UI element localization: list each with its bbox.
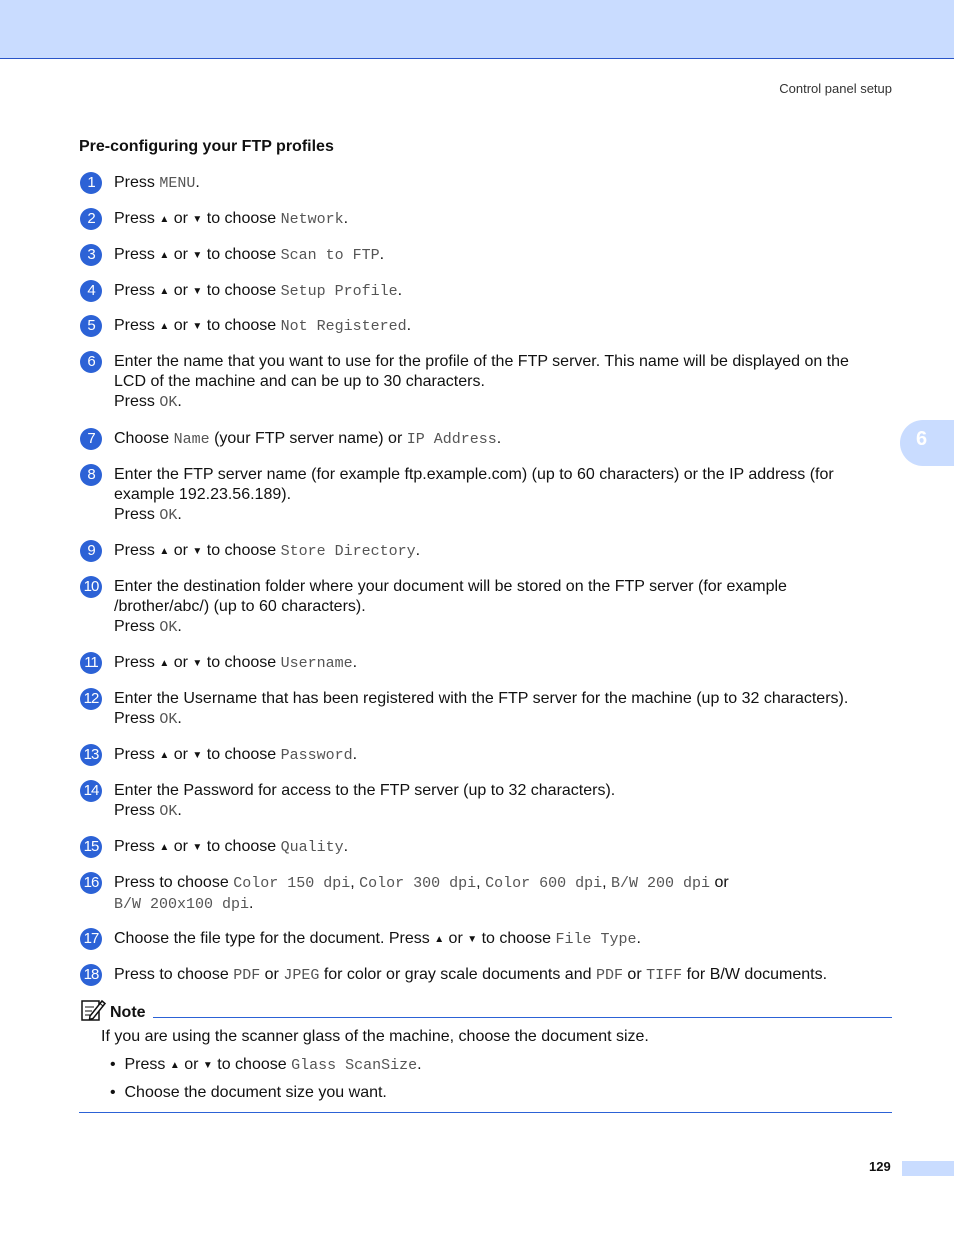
step-4 — [80, 281, 900, 303]
step-17 — [80, 929, 900, 951]
step-14 — [80, 781, 900, 822]
step-text: Press ▲ or ▼ to choose Not Registered. — [114, 317, 412, 335]
down-arrow-icon: ▼ — [192, 658, 203, 669]
step-text: Press ▲ or ▼ to choose Password. — [114, 746, 358, 764]
up-arrow-icon: ▲ — [159, 321, 170, 332]
step-9 — [80, 541, 900, 563]
down-arrow-icon: ▼ — [192, 214, 203, 225]
menu-value: MENU — [159, 175, 196, 192]
step-16 — [80, 873, 900, 915]
note-bottom-rule — [79, 1112, 892, 1113]
step-number-badge: 17 — [80, 928, 102, 950]
option-value: Scan to FTP — [280, 247, 380, 264]
up-arrow-icon: ▲ — [169, 1060, 180, 1071]
step-13 — [80, 745, 900, 767]
up-arrow-icon: ▲ — [159, 842, 170, 853]
step-text: Press to choose PDF or JPEG for color or gray scale documents and PDF or TIFF for B/W documents. — [114, 966, 828, 984]
press-ok-line: Press OK. — [114, 393, 182, 411]
step-text: Press MENU. — [114, 174, 200, 192]
step-8 — [80, 465, 900, 526]
top-header-band — [0, 0, 954, 59]
option-value: Network — [280, 211, 344, 228]
step-3 — [80, 245, 900, 267]
step-1 — [80, 173, 900, 194]
down-arrow-icon: ▼ — [202, 1060, 213, 1071]
step-text: Press ▲ or ▼ to choose Setup Profile. — [114, 282, 403, 300]
step-number-badge: 14 — [80, 780, 102, 802]
note-pencil-icon — [80, 998, 106, 1022]
up-arrow-icon: ▲ — [434, 934, 445, 945]
press-text: Press — [114, 174, 155, 191]
note-bullet-2: • Choose the document size you want. — [110, 1084, 387, 1101]
note-text: If you are using the scanner glass of the machine, choose the document size. — [101, 1028, 649, 1045]
step-12 — [80, 689, 910, 730]
step-text: Choose the file type for the document. Press ▲ or ▼ to choose File Type. — [114, 930, 641, 948]
page-number-tab — [902, 1161, 954, 1176]
option-value: Not Registered — [280, 318, 407, 335]
step-number-badge: 12 — [80, 688, 102, 710]
step-number-badge: 9 — [80, 540, 102, 562]
step-text: Enter the FTP server name (for example ftp.example.com) (up to 60 characters) or the IP address (for example 192.23.56.189). Press OK. — [114, 465, 900, 526]
step-number-badge: 16 — [80, 872, 102, 894]
step-number-badge: 4 — [80, 280, 102, 302]
step-number-badge: 6 — [80, 351, 102, 373]
up-arrow-icon: ▲ — [159, 658, 170, 669]
up-arrow-icon: ▲ — [159, 750, 170, 761]
step-text: Press ▲ or ▼ to choose Username. — [114, 654, 358, 672]
down-arrow-icon: ▼ — [192, 842, 203, 853]
step-10 — [80, 577, 900, 638]
note-bullet-1: • Press ▲ or ▼ to choose Glass ScanSize. — [110, 1056, 422, 1074]
step-7 — [80, 429, 900, 450]
down-arrow-icon: ▼ — [192, 321, 203, 332]
step-text: Enter the Username that has been registered with the FTP server for the machine (up to 32 characters). Press OK. — [114, 689, 910, 730]
down-arrow-icon: ▼ — [192, 286, 203, 297]
down-arrow-icon: ▼ — [467, 934, 478, 945]
step-5 — [80, 316, 900, 338]
step-text: Enter the name that you want to use for the profile of the FTP server. This name will be displayed on the LCD of the machine and can be up to 30 characters. Press OK. — [114, 352, 900, 413]
step-number-badge: 18 — [80, 964, 102, 986]
step-text: Press ▲ or ▼ to choose Network. — [114, 210, 349, 228]
note-top-rule — [153, 1017, 892, 1018]
press-ok-line: Press OK. — [114, 802, 182, 820]
step-2 — [80, 209, 900, 231]
step-text: Press ▲ or ▼ to choose Store Directory. — [114, 542, 421, 560]
down-arrow-icon: ▼ — [192, 250, 203, 261]
step-number-badge: 13 — [80, 744, 102, 766]
step-text: Enter the destination folder where your document will be stored on the FTP server (for example /brother/abc/) (up to 60 characters). Press OK. — [114, 577, 900, 638]
press-ok-line: Press OK. — [114, 506, 182, 524]
press-ok-line: Press OK. — [114, 618, 182, 636]
step-number-badge: 3 — [80, 244, 102, 266]
step-15 — [80, 837, 900, 859]
up-arrow-icon: ▲ — [159, 286, 170, 297]
step-text: Press to choose Color 150 dpi, Color 300 dpi, Color 600 dpi, B/W 200 dpi or B/W 200x100 dpi. — [114, 874, 729, 913]
ok-value: OK — [159, 394, 178, 411]
step-6 — [80, 352, 900, 413]
step-number-badge: 5 — [80, 315, 102, 337]
step-number-badge: 7 — [80, 428, 102, 450]
step-number-badge: 15 — [80, 836, 102, 858]
header-title: Control panel setup — [779, 81, 892, 96]
step-text: Choose Name (your FTP server name) or IP Address. — [114, 430, 502, 448]
step-text: Press ▲ or ▼ to choose Quality. — [114, 838, 349, 856]
note-label: Note — [110, 1004, 146, 1021]
step-number-badge: 1 — [80, 172, 102, 194]
up-arrow-icon: ▲ — [159, 546, 170, 557]
step-number-badge: 10 — [80, 576, 102, 598]
up-arrow-icon: ▲ — [159, 214, 170, 225]
page-number: 129 — [869, 1159, 891, 1174]
down-arrow-icon: ▼ — [192, 750, 203, 761]
step-text: Press ▲ or ▼ to choose Scan to FTP. — [114, 246, 385, 264]
step-number-badge: 8 — [80, 464, 102, 486]
chapter-number: 6 — [916, 428, 928, 450]
step-number-badge: 2 — [80, 208, 102, 230]
step-text: Enter the Password for access to the FTP server (up to 32 characters). Press OK. — [114, 781, 900, 822]
down-arrow-icon: ▼ — [192, 546, 203, 557]
step-18 — [80, 965, 910, 986]
press-ok-line: Press OK. — [114, 710, 182, 728]
step-number-badge: 11 — [80, 652, 102, 674]
option-value: Setup Profile — [280, 283, 398, 300]
section-title: Pre-configuring your FTP profiles — [79, 138, 334, 155]
up-arrow-icon: ▲ — [159, 250, 170, 261]
step-11 — [80, 653, 900, 675]
